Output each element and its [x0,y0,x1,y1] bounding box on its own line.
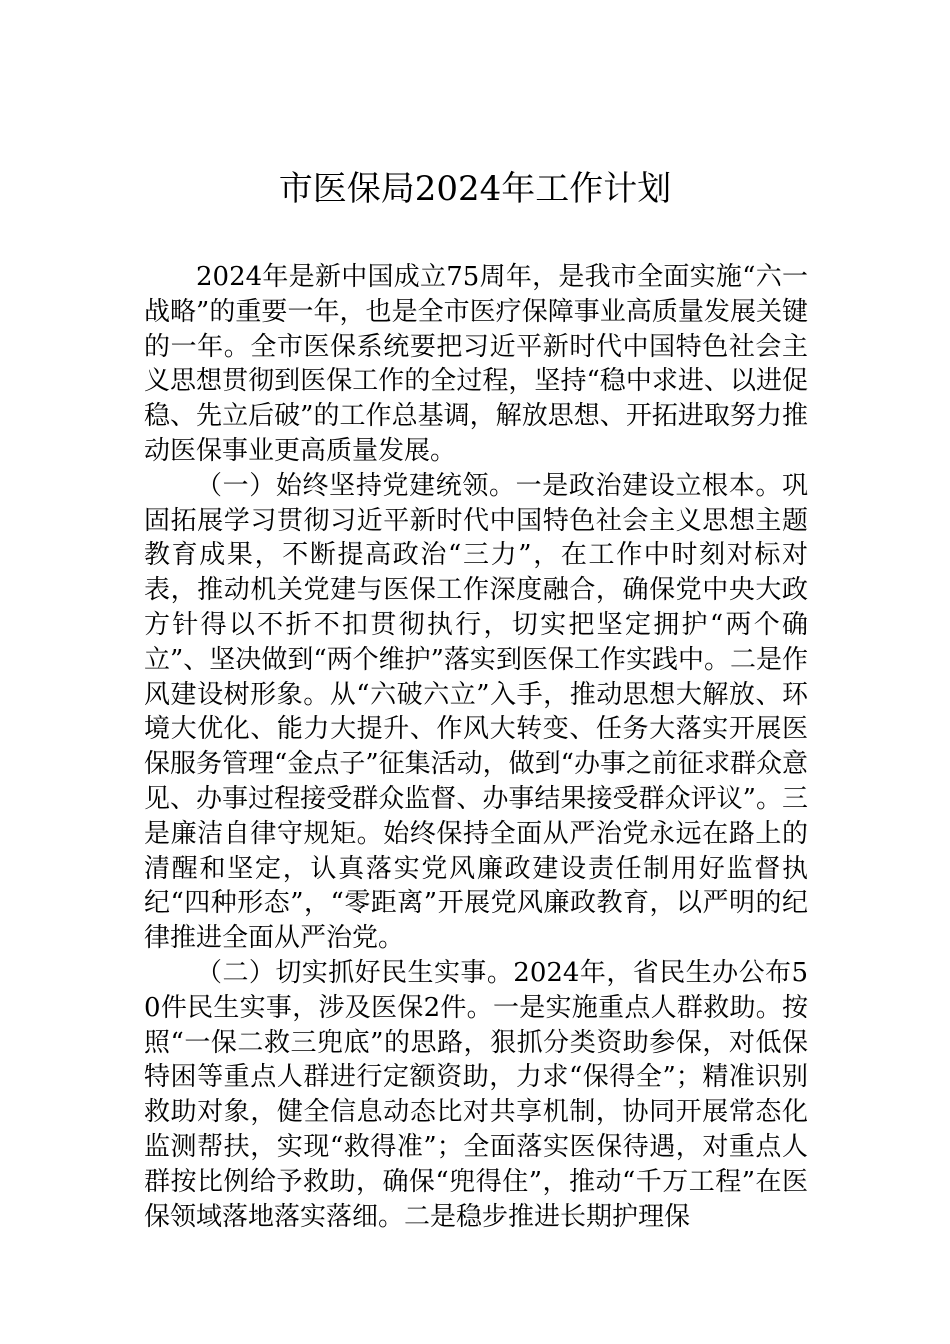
document-body [144,260,808,1234]
intro-paragraph: 2024年是新中国成立75周年，是我市全面实施“六一战略”的重要一年，也是全市医疗保障事业高质量发展关键的一年。全市医保系统要把习近平新时代中国特色社会主义思想贯彻到医保工作的全过程，坚持“稳中求进、以进促稳、先立后破”的工作总基调，解放思想、开拓进取努力推动医保事业更高质量发展。 [144,262,808,466]
section-1-paragraph: （一）始终坚持党建统领。一是政治建设立根本。巩固拓展学习贯彻习近平新时代中国特色社会主义思想主题教育成果，不断提高政治“三力”，在工作中时刻对标对表，推动机关党建与医保工作深度融合，确保党中央大政方针得以不折不扣贯彻执行，切实把坚定拥护“两个确立”、坚决做到“两个维护”落实到医保工作实践中。二是作风建设树形象。从“六破六立”入手，推动思想大解放、环境大优化、能力大提升、作风大转变、任务大落实开展医保服务管理“金点子”征集活动，做到“办事之前征求群众意见、办事过程接受群众监督、办事结果接受群众评议”。三是廉洁自律守规矩。始终保持全面从严治党永远在路上的清醒和坚定，认真落实党风廉政建设责任制用好监督执纪“四种形态”，“零距离”开展党风廉政教育，以严明的纪律推进全面从严治党。 [144,470,808,954]
document-title: 市医保局2024年工作计划 [278,169,672,209]
section-2-paragraph: （二）切实抓好民生实事。2024年，省民生办公布50件民生实事，涉及医保2件。一是实施重点人群救助。按照“一保二救三兜底”的思路，狠抓分类资助参保，对低保特困等重点人群进行定额资助，力求“保得全”；精准识别救助对象，健全信息动态比对共享机制，协同开展常态化监测帮扶，实现“救得准”；全面落实医保待遇，对重点人群按比例给予救助，确保“兜得住”，推动“千万工程”在医保领域落地落实落细。二是稳步推进长期护理保 [144,957,808,1232]
